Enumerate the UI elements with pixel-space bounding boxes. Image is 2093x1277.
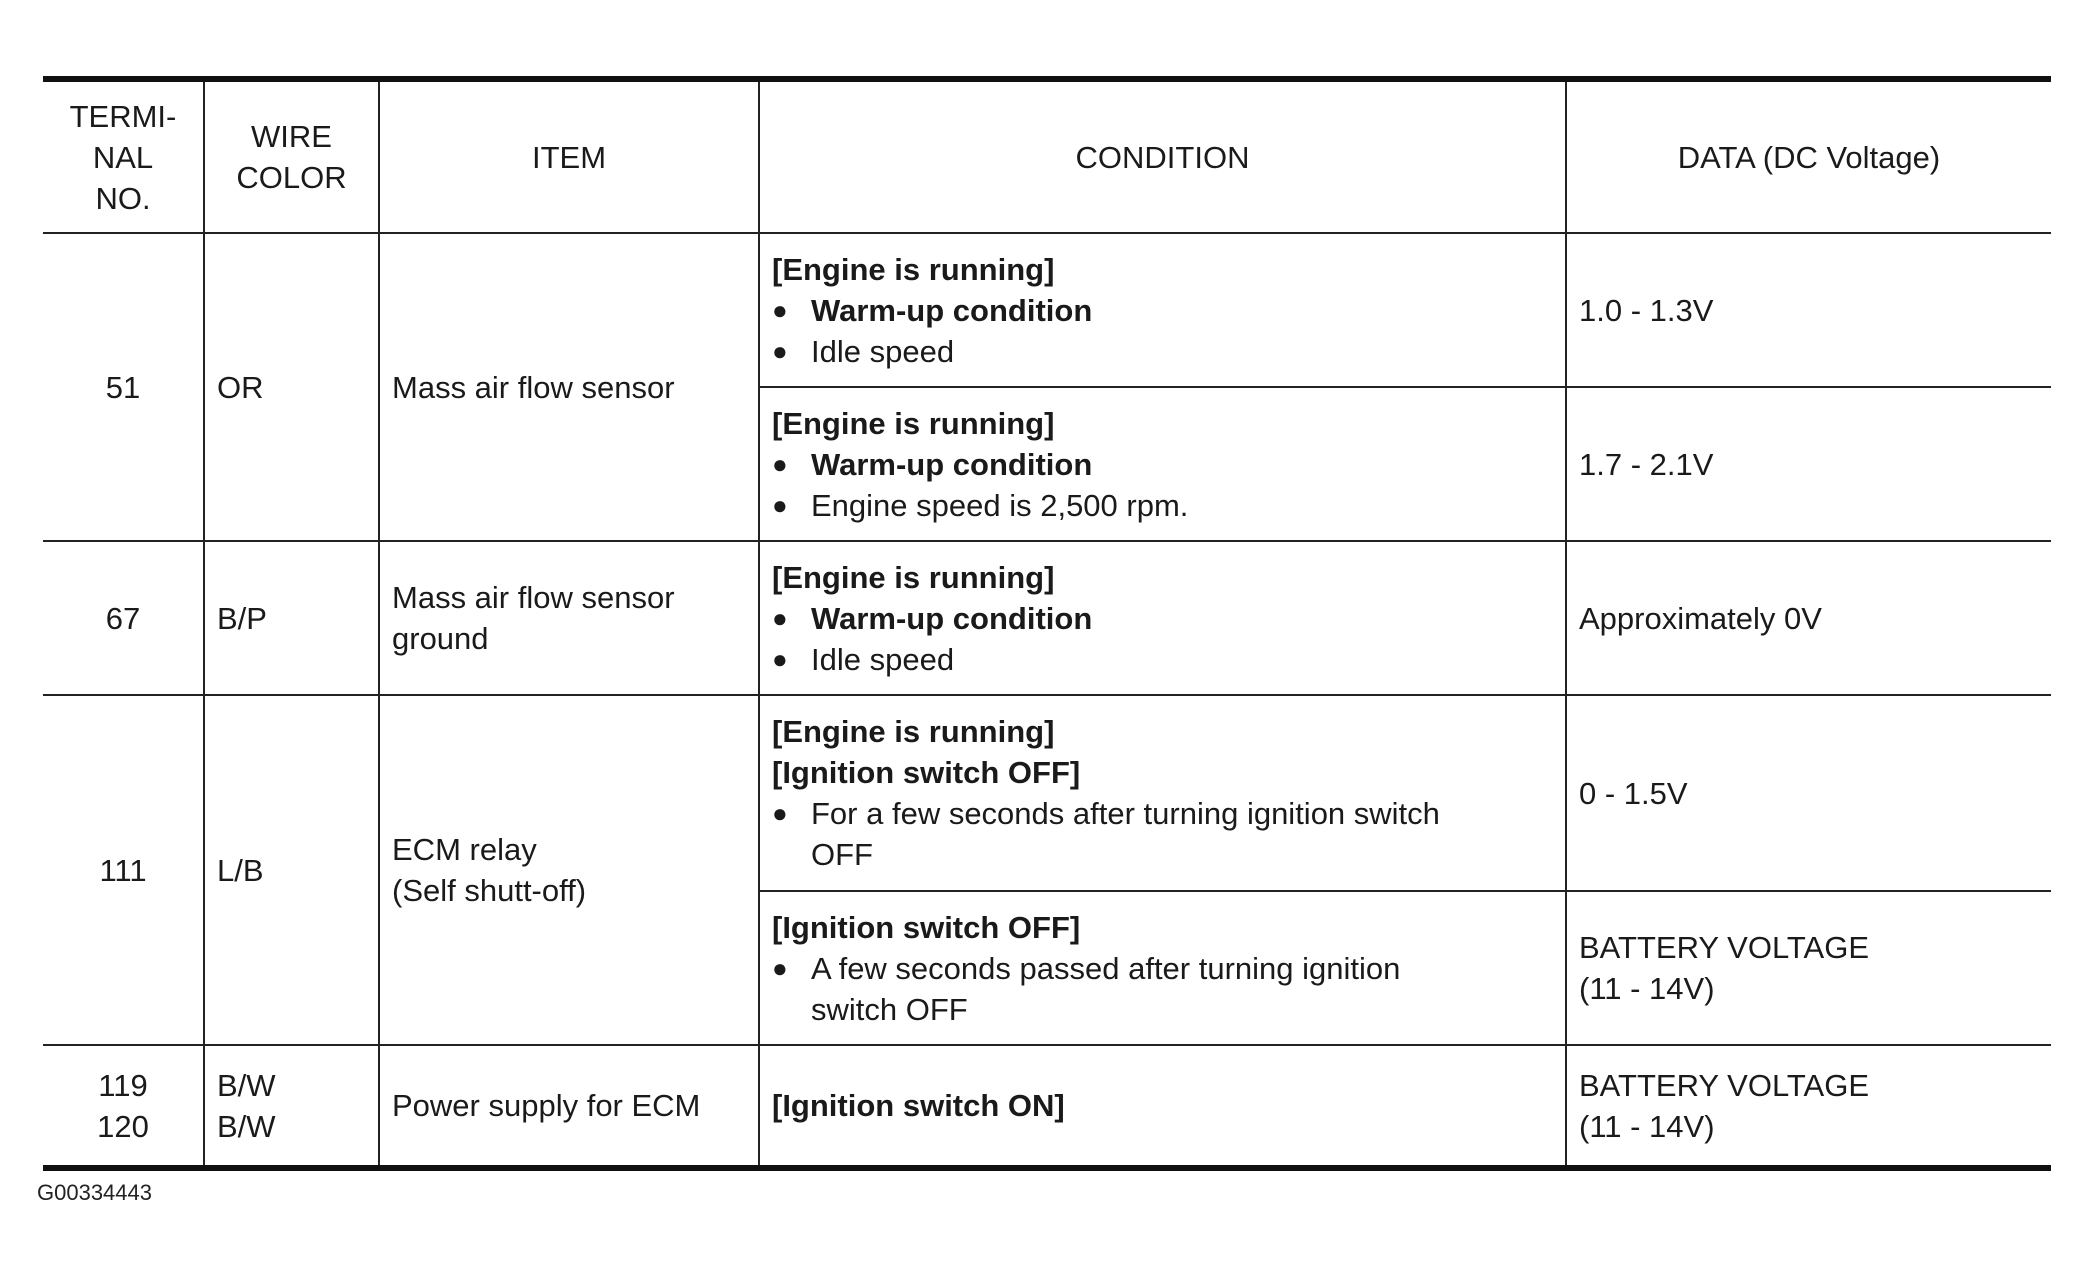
header-data: DATA (DC Voltage) <box>1566 79 2051 233</box>
condition-cell <box>759 695 1566 891</box>
data-cell: 0 - 1.5V <box>1566 695 2051 891</box>
header-item: ITEM <box>379 79 759 233</box>
condition-heading: [Ignition switch OFF] <box>772 755 1081 790</box>
data-cell: BATTERY VOLTAGE (11 - 14V) <box>1566 891 2051 1045</box>
header-terminal-no: TERMI- NAL NO. <box>43 79 204 233</box>
bullet-icon: ● <box>772 489 788 520</box>
data-cell: 1.0 - 1.3V <box>1566 233 2051 387</box>
condition-bullet: ● Idle speed <box>772 639 1553 680</box>
table-row <box>43 233 2051 387</box>
condition-bullet: ● Warm-up condition <box>772 290 1553 331</box>
condition-bullet: ● For a few seconds after turning ignition switch OFF <box>772 793 1553 875</box>
terminal-no-cell: 111 <box>43 695 204 1045</box>
condition-heading: [Engine is running] <box>772 559 1055 595</box>
data-cell: Approximately 0V <box>1566 541 2051 695</box>
condition-bullet: ● Idle speed <box>772 331 1553 372</box>
figure-id-label: G00334443 <box>37 1180 152 1205</box>
wire-color-cell: B/P <box>204 541 379 695</box>
condition-bullet: ● A few seconds passed after turning ignition switch OFF <box>772 948 1553 1030</box>
item-cell: Mass air flow sensor <box>379 233 759 541</box>
item-cell: ECM relay (Self shutt-off) <box>379 695 759 1045</box>
condition-heading: [Engine is running] <box>772 251 1055 287</box>
condition-bullet: ● Engine speed is 2,500 rpm. <box>772 485 1553 526</box>
table-row <box>43 1045 2051 1168</box>
condition-heading: [Engine is running] <box>772 405 1055 441</box>
wire-color-cell: OR <box>204 233 379 541</box>
header-row <box>43 79 2051 233</box>
table-row <box>43 695 2051 891</box>
condition-heading: [Engine is running] <box>772 714 1055 749</box>
terminal-no-cell: 119 120 <box>43 1045 204 1168</box>
header-wire-color: WIRE COLOR <box>204 79 379 233</box>
condition-cell <box>759 387 1566 541</box>
condition-heading: [Ignition switch ON] <box>772 1088 1065 1123</box>
header-condition: CONDITION <box>759 79 1566 233</box>
terminal-data-table-wrapper <box>43 76 2051 1171</box>
bullet-icon: ● <box>772 952 788 983</box>
condition-heading: [Ignition switch OFF] <box>772 909 1081 945</box>
terminal-no-cell: 51 <box>43 233 204 541</box>
table-row <box>43 541 2051 695</box>
condition-cell <box>759 1045 1566 1168</box>
condition-bullet: ● Warm-up condition <box>772 598 1553 639</box>
bullet-icon: ● <box>772 448 788 479</box>
bullet-icon: ● <box>772 602 788 633</box>
condition-cell <box>759 541 1566 695</box>
wire-color-cell: B/W B/W <box>204 1045 379 1168</box>
condition-bullet: ● Warm-up condition <box>772 444 1553 485</box>
bullet-icon: ● <box>772 643 788 674</box>
ecm-terminal-data-table <box>43 76 2051 1171</box>
bullet-icon: ● <box>772 294 788 325</box>
data-cell: BATTERY VOLTAGE (11 - 14V) <box>1566 1045 2051 1168</box>
wire-color-cell: L/B <box>204 695 379 1045</box>
condition-cell <box>759 233 1566 387</box>
condition-cell <box>759 891 1566 1045</box>
terminal-no-cell: 67 <box>43 541 204 695</box>
bullet-icon: ● <box>772 335 788 366</box>
item-cell: Power supply for ECM <box>379 1045 759 1168</box>
bullet-icon: ● <box>772 798 788 828</box>
item-cell: Mass air flow sensor ground <box>379 541 759 695</box>
data-cell: 1.7 - 2.1V <box>1566 387 2051 541</box>
